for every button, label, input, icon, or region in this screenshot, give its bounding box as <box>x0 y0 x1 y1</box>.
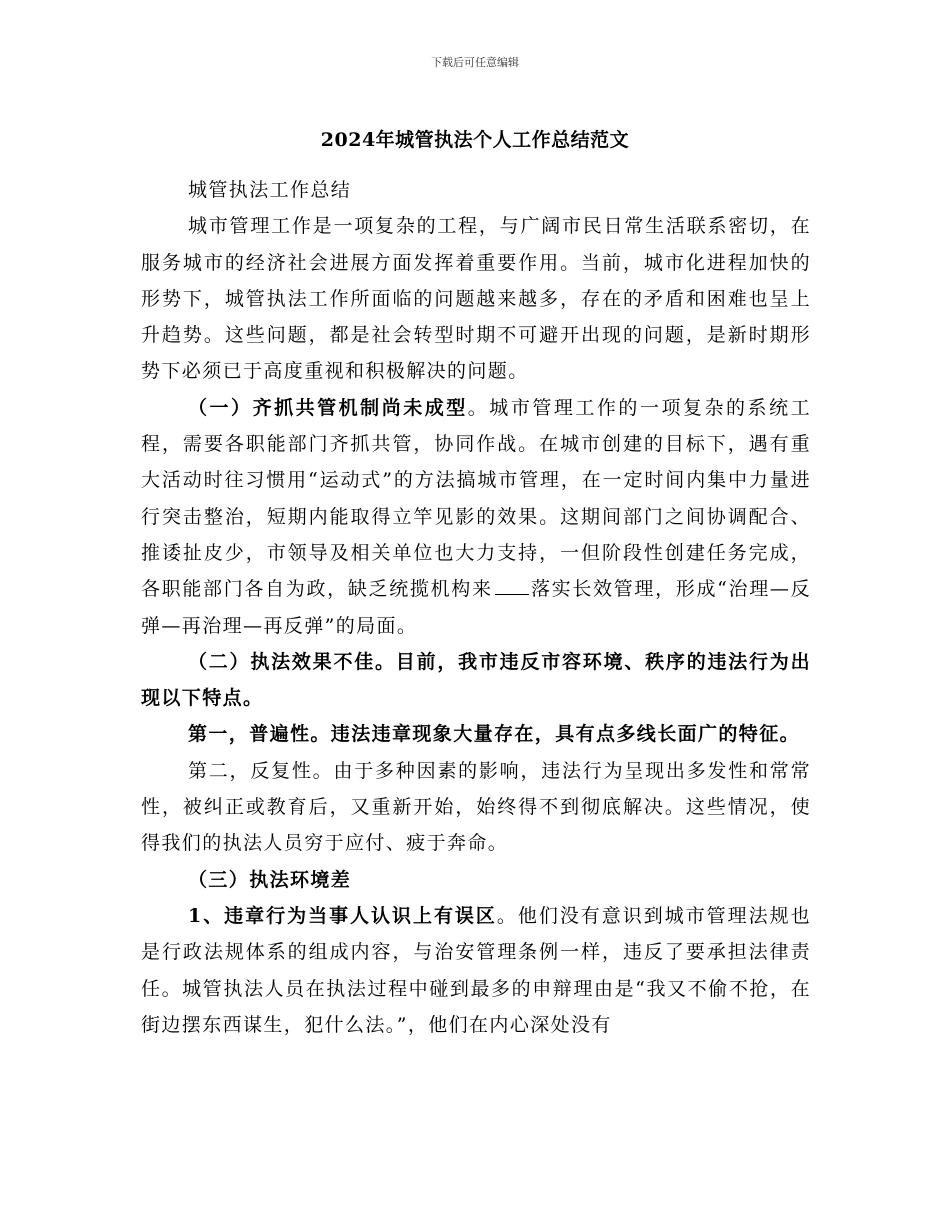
paragraph-point-2 <box>141 753 811 862</box>
paragraph-intro <box>141 208 811 389</box>
paragraph-heading: （三）执法环境差 <box>188 868 352 891</box>
fill-in-blank <box>495 576 529 595</box>
paragraph-text: 城市管理工作是一项复杂的工程，与广阔市民日常生活联系密切，在服务城市的经济社会进展方面发挥着重要作用。当前，城市化进程加快的形势下，城管执法工作所面临的问题越来越多，存在的矛盾和困难也呈上升趋势。这些问题，都是社会转型时期不可避开出现的问题，是新时期形势下必须已于高度重视和积极解决的问题。 <box>141 215 811 383</box>
document-body <box>141 172 811 1043</box>
paragraph-text: 。他们没有意识到城市管理法规也是行政法规体系的组成内容，与治安管理条例一样，违反了要承担法律责任。城管执法人员在执法过程中碰到最多的申辩理由是“我又不偷不抢，在街边摆东西谋生，犯什么法。”，他们在内心深处没有 <box>141 904 811 1036</box>
paragraph-text-tail: 落实长效管理，形成“治理—反弹—再治理—再反弹”的局面。 <box>141 578 811 637</box>
paragraph-point-1 <box>141 716 811 752</box>
paragraph-heading: （一）齐抓共管机制尚未成型 <box>188 396 468 419</box>
paragraph-heading: （二）执法效果不佳。目前，我市违反市容环境、秩序的违法行为出现以下特点。 <box>141 650 811 710</box>
header-note: 下载后可任意编辑 <box>431 56 519 69</box>
paragraph-text: 。城市管理工作的一项复杂的系统工程，需要各职能部门齐抓共管，协同作战。在城市创建的目标下，遇有重大活动时往习惯用“运动式”的方法搞城市管理，在一定时间内集中力量进行突击整治，短期内能取得立竿见影的效果。这期间部门之间协调配合、推诿扯皮少，市领导及相关单位也大力支持，一但阶段性创建任务完成，各职能部门各自为政，缺乏统揽机构来 <box>141 396 811 601</box>
paragraph-heading: 第一，普遍性。违法违章现象大量存在，具有点多线长面广的特征。 <box>188 723 801 746</box>
paragraph-section-3 <box>141 862 811 898</box>
paragraph-text: 第二，反复性。由于多种因素的影响，违法行为呈现出多发性和常常性，被纠正或教育后，又重新开始，始终得不到彻底解决。这些情况，使得我们的执法人员穷于应付、疲于奔命。 <box>141 759 811 855</box>
paragraph-heading: 1、违章行为当事人认识上有误区 <box>188 904 497 927</box>
paragraph-section-2 <box>141 644 811 717</box>
paragraph-item-1 <box>141 898 811 1043</box>
paragraph-subtitle <box>141 172 811 208</box>
paragraph-text: 城管执法工作总结 <box>188 179 352 201</box>
paragraph-section-1 <box>141 390 811 644</box>
document-title: 2024年城管执法个人工作总结范文 <box>320 129 630 151</box>
